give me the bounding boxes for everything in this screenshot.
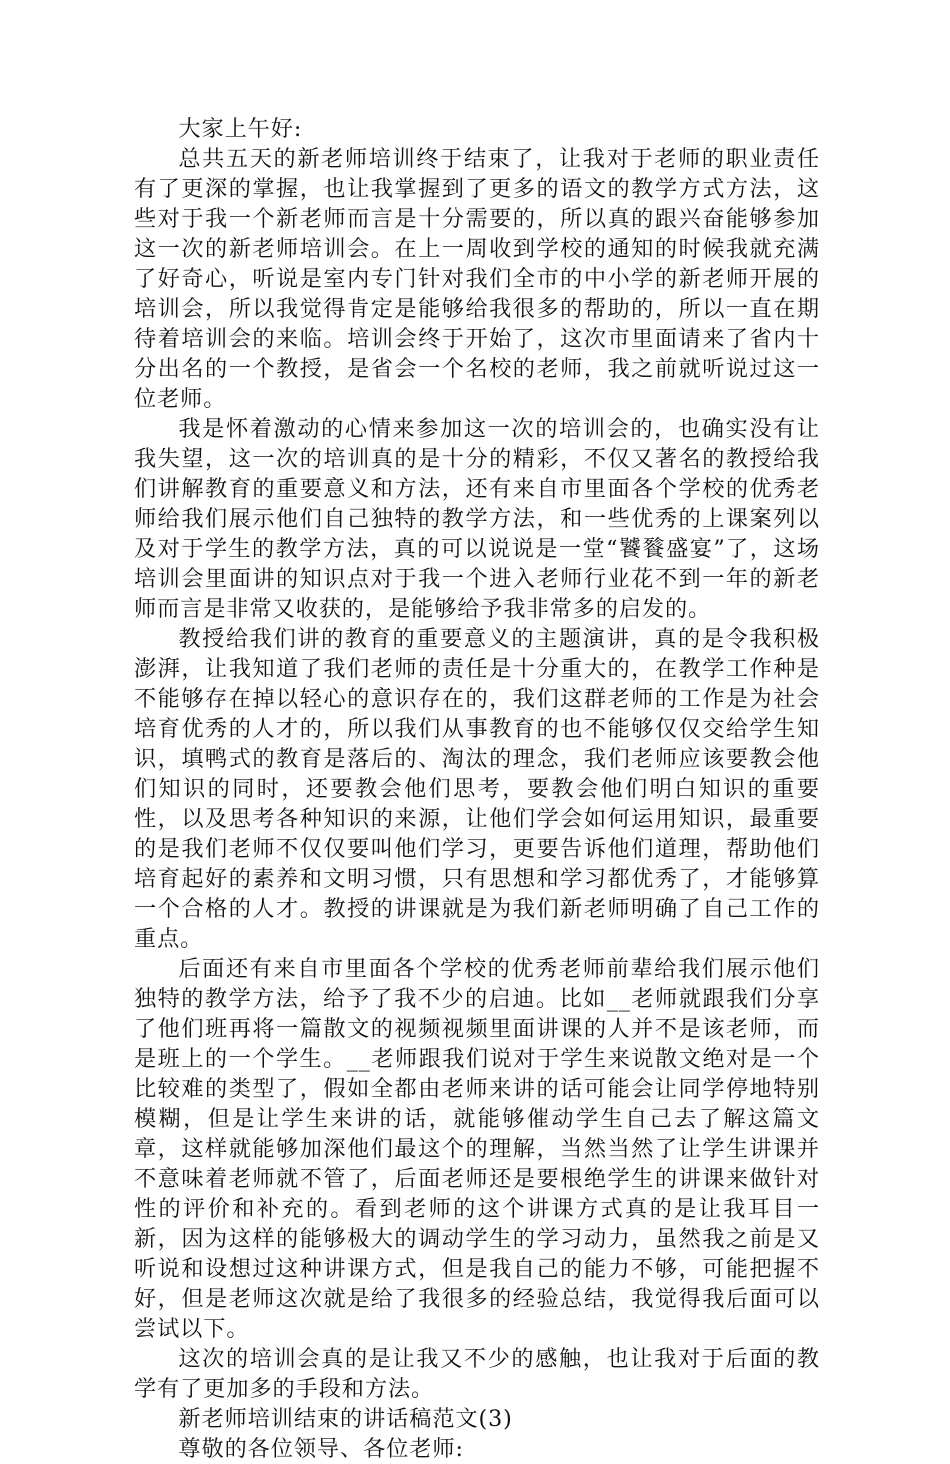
body-paragraph: 我是怀着激动的心情来参加这一次的培训会的，也确实没有让我失望，这一次的培训真的是十分的精彩，不仅又著名的教授给我们讲解教育的重要意义和方法，还有来自市里面各个学校的优秀老师给我们展示他们自己独特的教学方法，和一些优秀的上课案列以及对于学生的教学方法，真的可以说说是一堂“饕餮盛宴”了，这场培训会里面讲的知识点对于我一个进入老师行业花不到一年的新老师而言是非常又收获的，是能够给予我非常多的启发的。: [134, 416, 820, 622]
salutation-paragraph: 尊敬的各位领导、各位老师:: [178, 1436, 464, 1462]
body-paragraph: 教授给我们讲的教育的重要意义的主题演讲，真的是令我积极澎湃，让我知道了我们老师的责任是十分重大的，在教学工作种是不能够存在掉以轻心的意识存在的，我们这群老师的工作是为社会培育优秀的人才的，所以我们从事教育的也不能够仅仅交给学生知识，填鸭式的教育是落后的、淘汰的理念，我们老师应该要教会他们知识的同时，还要教会他们思考，要教会他们明白知识的重要性，以及思考各种知识的来源，让他们学会如何运用知识，最重要的是我们老师不仅仅要叫他们学习，更要告诉他们道理，帮助他们培育起好的素养和文明习惯，只有思想和学习都优秀了，才能够算一个合格的人才。教授的讲课就是为我们新老师明确了自己工作的重点。: [134, 626, 820, 952]
body-paragraph: 总共五天的新老师培训终于结束了，让我对于老师的职业责任有了更深的掌握，也让我掌握到了更多的语文的教学方式方法，这些对于我一个新老师而言是十分需要的，所以真的跟兴奋能够参加这一次的新老师培训会。在上一周收到学校的通知的时候我就充满了好奇心，听说是室内专门针对我们全市的中小学的新老师开展的培训会，所以我觉得肯定是能够给我很多的帮助的，所以一直在期待着培训会的来临。培训会终于开始了，这次市里面请来了省内十分出名的一个教授，是省会一个名校的老师，我之前就听说过这一位老师。: [134, 146, 820, 412]
greeting-paragraph: 大家上午好:: [178, 116, 303, 142]
section-title: 新老师培训结束的讲话稿范文(3): [178, 1406, 513, 1432]
body-paragraph: 后面还有来自市里面各个学校的优秀老师前辈给我们展示他们独特的教学方法，给予了我不少的启迪。比如__老师就跟我们分享了他们班再将一篇散文的视频视频里面讲课的人并不是该老师，而是班上的一个学生。__老师跟我们说对于学生来说散文绝对是一个比较难的类型了，假如全都由老师来讲的话可能会让同学停地特别模糊，但是让学生来讲的话，就能够催动学生自己去了解这篇文章，这样就能够加深他们最这个的理解，当然当然了让学生讲课并不意味着老师就不管了，后面老师还是要根绝学生的讲课来做针对性的评价和补充的。看到老师的这个讲课方式真的是让我耳目一新，因为这样的能够极大的调动学生的学习动力，虽然我之前是又听说和设想过这种讲课方式，但是我自己的能力不够，可能把握不好，但是老师这次就是给了我很多的经验总结，我觉得我后面可以尝试以下。: [134, 956, 820, 1342]
body-paragraph: 这次的培训会真的是让我又不少的感触，也让我对于后面的教学有了更加多的手段和方法。: [134, 1346, 820, 1402]
document-body: [134, 114, 820, 1464]
